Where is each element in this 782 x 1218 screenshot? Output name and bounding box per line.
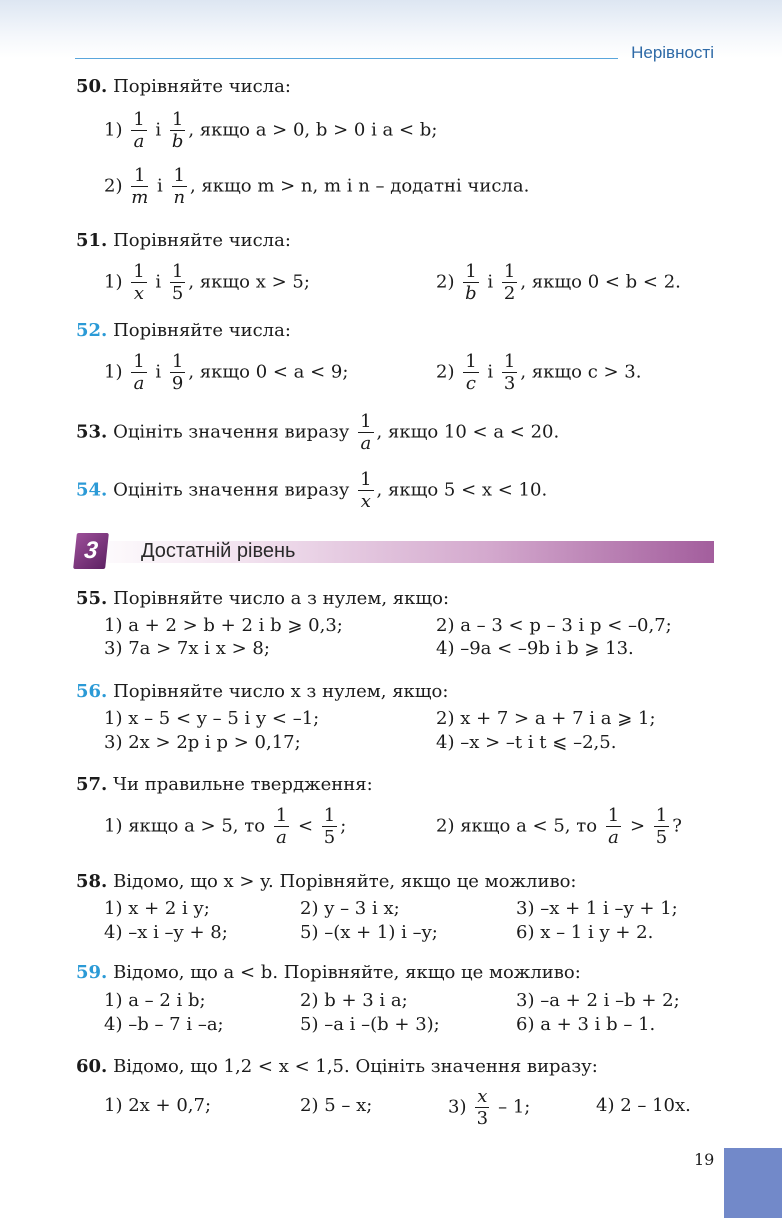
list-item: 4) –x > –t і t ⩽ –2,5. [436,732,617,753]
problem-51-item-2 [436,262,681,303]
problem-52 [76,320,291,342]
list-item: 4) –b – 7 і –a; [104,1014,224,1035]
problem-text: Відомо, що 1,2 < x < 1,5. Оцініть значення виразу: [113,1056,598,1077]
fraction: $\frac{1}{2}$ [503,261,516,304]
conjunction: і [487,361,494,383]
list-item: 2) x + 7 > a + 7 і a ⩾ 1; [436,708,656,729]
problem-number: 58. [76,871,108,892]
problem-text: Порівняйте числа: [113,230,291,251]
fraction: $\frac{1}{a}$ [275,805,288,848]
problem-60-item-3 [448,1087,530,1128]
punctuation: ; [340,815,347,837]
problem-text: Порівняйте числа: [113,76,291,97]
condition: , якщо x > 5; [188,271,310,293]
fraction: $\frac{1}{5}$ [323,805,336,848]
problem-55 [76,588,449,610]
problem-text: Порівняйте числа: [113,320,291,341]
problem-52-item-1 [104,352,348,393]
fraction: $\frac{1}{9}$ [171,351,184,394]
page-corner-block [724,1148,782,1218]
item-label: 2) [104,175,123,197]
list-item: 4) 2 – 10x. [596,1095,691,1116]
problem-57 [76,774,373,796]
problem-text: Оцініть значення виразу [113,479,350,501]
problem-number: 56. [76,681,108,702]
list-item: 3) –a + 2 і –b + 2; [516,990,680,1011]
list-item: 1) a + 2 > b + 2 і b ⩾ 0,3; [104,615,343,636]
list-item: 2) y – 3 і x; [300,898,400,919]
fraction: $\frac{1}{5}$ [171,261,184,304]
problem-text: Відомо, що x > y. Порівняйте, якщо це можливо: [113,871,577,892]
problem-54 [76,470,547,511]
list-item: 3) –x + 1 і –y + 1; [516,898,678,919]
problem-text: Чи правильне твердження: [113,774,373,795]
fraction: $\frac{1}{x}$ [360,469,372,512]
page-number: 19 [694,1150,715,1169]
list-item: 1) x – 5 < y – 5 і y < –1; [104,708,320,729]
fraction: $\frac{x}{3}$ [476,1086,489,1129]
item-text: 2) якщо a < 5, то [436,815,598,837]
problem-57-item-1 [104,806,346,847]
list-item: 1) 2x + 0,7; [104,1095,212,1116]
condition: , якщо 0 < a < 9; [188,361,349,383]
list-item: 2) a – 3 < p – 3 і p < –0,7; [436,615,672,636]
list-item: 5) –(x + 1) і –y; [300,922,438,943]
item-label: 3) [448,1096,467,1118]
problem-51-item-1 [104,262,310,303]
problem-57-item-2 [436,806,682,847]
list-item: 2) b + 3 і a; [300,990,408,1011]
item-label: 1) [104,361,123,383]
list-item: 6) a + 3 і b – 1. [516,1014,656,1035]
problem-number: 53. [76,421,108,443]
fraction: $\frac{1}{x}$ [133,261,145,304]
problem-51 [76,230,291,252]
problem-number: 52. [76,320,108,341]
fraction: $\frac{1}{a}$ [607,805,620,848]
problem-60 [76,1056,598,1078]
fraction: $\frac{1}{3}$ [503,351,516,394]
problem-50-item-1 [104,110,437,151]
fraction: $\frac{1}{5}$ [655,805,668,848]
condition: , якщо c > 3. [520,361,642,383]
list-item: 6) x – 1 і y + 2. [516,922,654,943]
fraction: $\frac{1}{m}$ [131,165,149,208]
condition: , якщо m > n, m і n – додатні числа. [189,175,530,197]
conjunction: і [155,271,162,293]
condition: , якщо 5 < x < 10. [376,479,548,501]
problem-number: 54. [76,479,108,501]
problem-text: Порівняйте число x з нулем, якщо: [113,681,449,702]
fraction: $\frac{1}{c}$ [465,351,477,394]
list-item: 1) x + 2 і y; [104,898,210,919]
conjunction: і [487,271,494,293]
conjunction: і [155,361,162,383]
operator: > [629,815,646,837]
list-item: 2) 5 – x; [300,1095,373,1116]
fraction: $\frac{1}{b}$ [465,261,477,304]
condition: , якщо 10 < a < 20. [376,421,560,443]
item-label: 2) [436,271,455,293]
problem-56 [76,681,448,703]
operator: < [297,815,314,837]
condition: , якщо 0 < b < 2. [520,271,681,293]
problem-text: Оцініть значення виразу [113,421,350,443]
item-label: 1) [104,271,123,293]
fraction: $\frac{1}{b}$ [171,109,184,152]
level-badge: 3 [73,533,109,569]
conjunction: і [157,175,163,197]
problem-59 [76,962,581,984]
list-item: 4) –9a < –9b і b ⩾ 13. [436,638,634,659]
fraction: $\frac{1}{a}$ [133,351,145,394]
problem-50-item-2 [104,166,529,207]
problem-number: 60. [76,1056,108,1077]
problem-53 [76,412,559,453]
section-title: Нерівності [631,43,714,62]
level-title: Достатній рівень [141,540,296,562]
problem-number: 51. [76,230,108,251]
fraction: $\frac{1}{n}$ [173,165,186,208]
punctuation: ? [672,815,682,837]
list-item: 3) 2x > 2p і p > 0,17; [104,732,301,753]
problem-number: 55. [76,588,108,609]
problem-50 [76,76,291,98]
item-text: 1) якщо a > 5, то [104,815,266,837]
problem-number: 59. [76,962,108,983]
item-label: 2) [436,361,455,383]
problem-number: 50. [76,76,108,97]
list-item: 1) a – 2 і b; [104,990,206,1011]
problem-text: Відомо, що a < b. Порівняйте, якщо це можливо: [113,962,581,983]
fraction: $\frac{1}{a}$ [133,109,145,152]
problem-text: Порівняйте число a з нулем, якщо: [113,588,450,609]
conjunction: і [155,119,162,141]
list-item: 4) –x і –y + 8; [104,922,228,943]
item-label: 1) [104,119,123,141]
item-text: – 1; [498,1096,531,1118]
header-rule [75,58,618,59]
problem-58 [76,871,577,893]
list-item: 3) 7a > 7x і x > 8; [104,638,270,659]
problem-52-item-2 [436,352,641,393]
condition: , якщо a > 0, b > 0 і a < b; [188,119,438,141]
fraction: $\frac{1}{a}$ [360,411,372,454]
list-item: 5) –a і –(b + 3); [300,1014,440,1035]
problem-number: 57. [76,774,108,795]
